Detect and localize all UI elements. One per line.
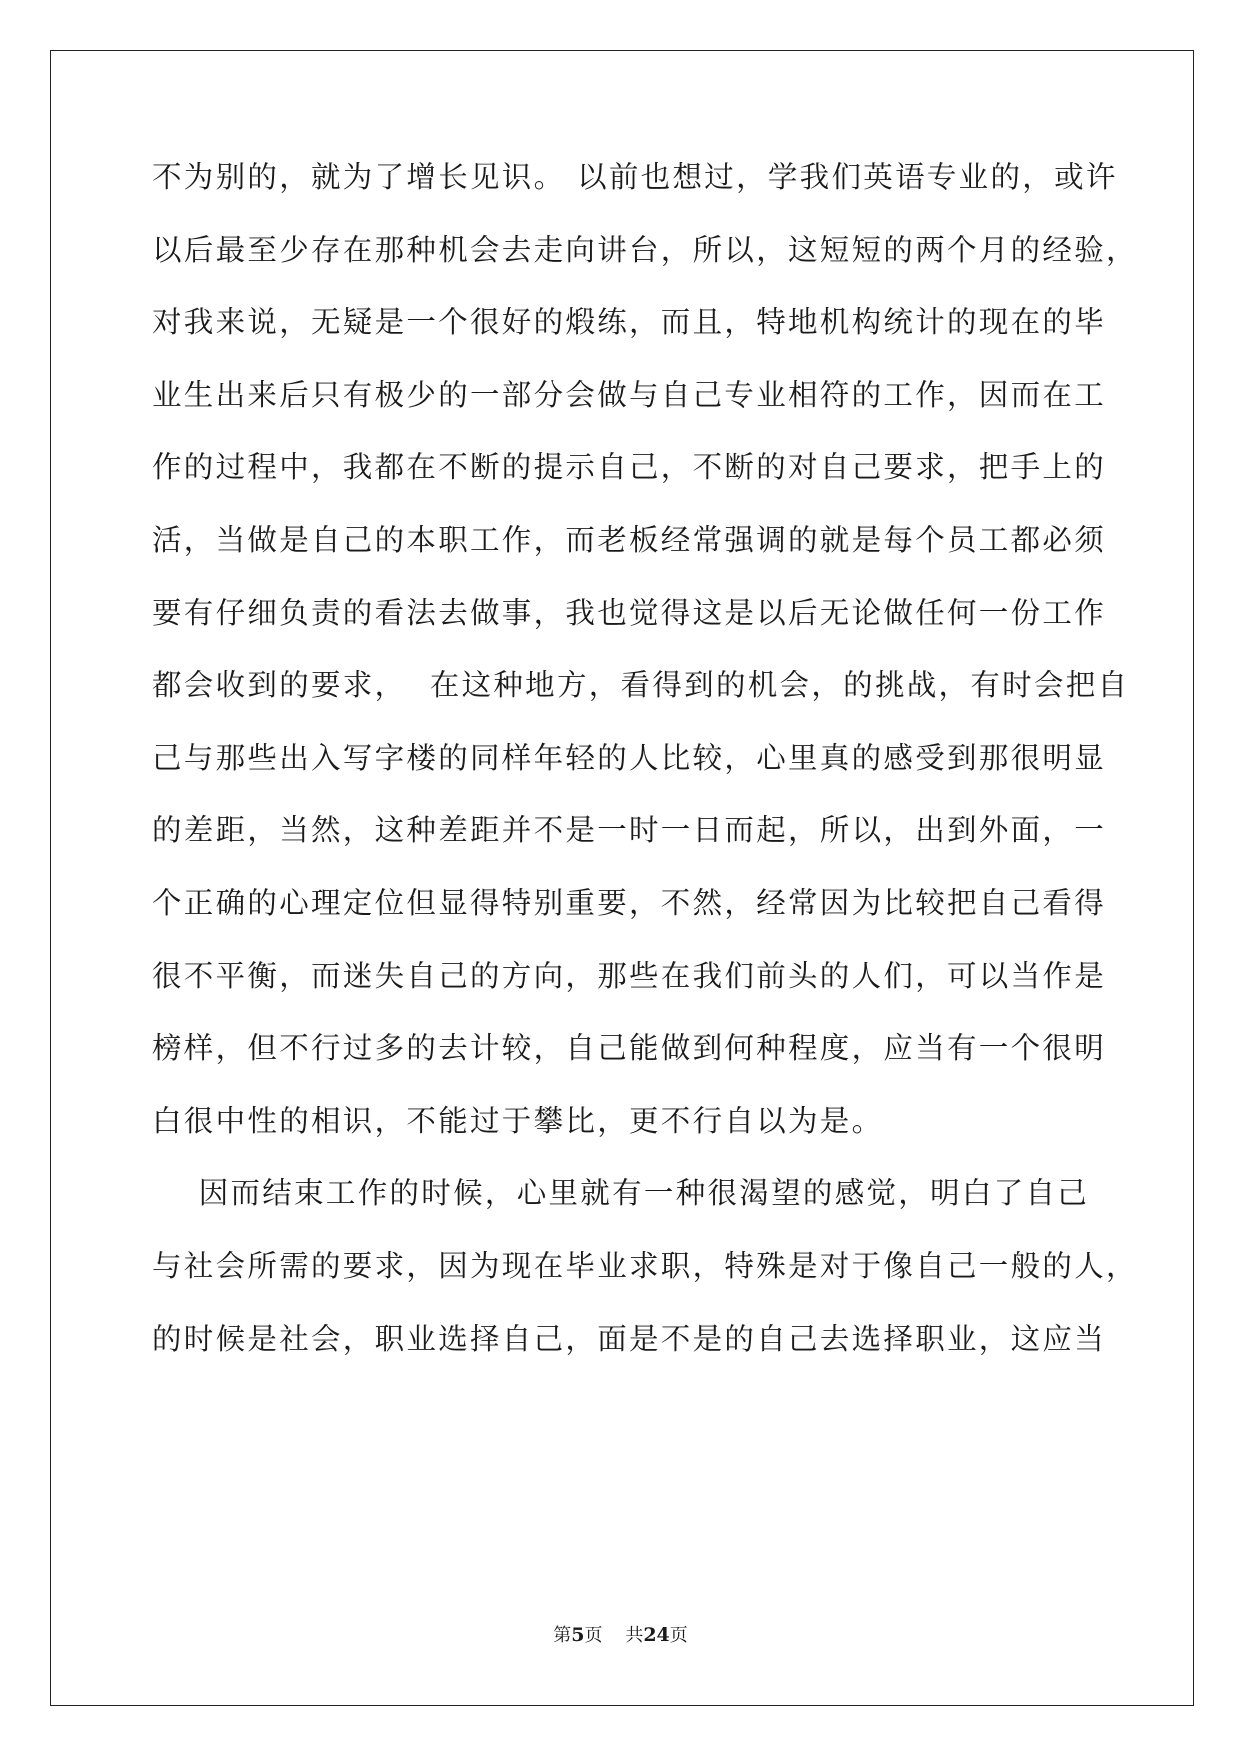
text-line: 要有仔细负责的看法去做事，我也觉得这是以后无论做任何一份工作 [152,595,1107,630]
text-line: 己与那些出入写字楼的同样年轻的人比较，心里真的感受到那很明显 [152,740,1107,775]
text-line: 业生出来后只有极少的一部分会做与自己专业相符的工作，因而在工 [152,377,1107,412]
total-pages: 24 [643,1624,670,1646]
text-line: 作的过程中，我都在不断的提示自己，不断的对自己要求，把手上的 [152,450,1107,485]
text-line: 的差距，当然，这种差距并不是一时一日而起，所以，出到外面，一 [152,813,1107,848]
page-border [50,50,1194,1706]
page-suffix: 页 [584,1625,603,1646]
text-line: 对我来说，无疑是一个很好的煅练，而且，特地机构统计的现在的毕 [152,305,1107,340]
page-number: 5 [571,1624,585,1646]
text-line: 以后最至少存在那种机会去走向讲台，所以，这短短的两个月的经验， [152,232,1138,267]
text-line: 与社会所需的要求，因为现在毕业求职，特殊是对于像自己一般的人， [152,1249,1138,1283]
total-prefix: 共 [625,1625,644,1646]
text-line: 很不平衡，而迷失自己的方向，那些在我们前头的人们，可以当作是 [152,958,1107,993]
text-line: 个正确的心理定位但显得特别重要，不然，经常因为比较把自己看得 [152,886,1107,920]
page-prefix: 第 [553,1625,572,1646]
text-line: 因而结束工作的时候，心里就有一种很渴望的感觉，明白了自己 [152,1176,1090,1211]
text-line: 不为别的，就为了增长见识。 以前也想过，学我们英语专业的，或许 [152,160,1118,194]
total-suffix: 页 [669,1625,688,1646]
text-line: 活，当做是自己的本职工作，而老板经常强调的就是每个员工都必须 [152,523,1107,557]
page-footer [0,1621,1241,1647]
text-line: 都会收到的要求， 在这种地方，看得到的机会，的挑战，有时会把自 [152,668,1130,703]
text-line: 白很中性的相识，不能过于攀比，更不行自以为是。 [152,1103,884,1138]
text-line: 榜样，但不行过多的去计较，自己能做到何种程度，应当有一个很明 [152,1031,1107,1066]
text-line: 的时候是社会，职业选择自己，面是不是的自己去选择职业，这应当 [152,1321,1107,1356]
